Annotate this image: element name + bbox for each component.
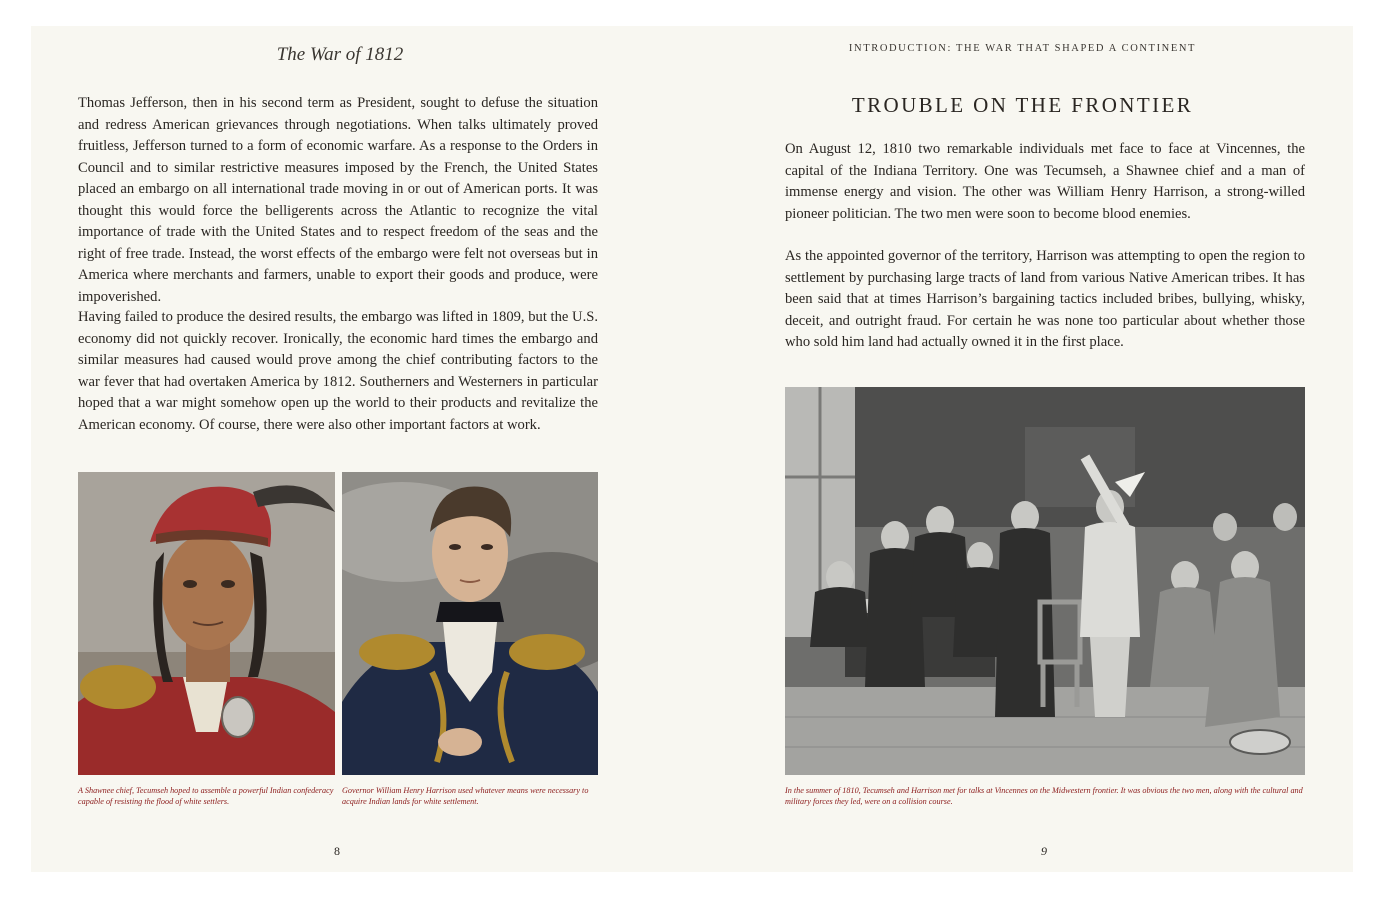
section-title: TROUBLE ON THE FRONTIER xyxy=(851,93,1194,117)
page-number-right: 9 xyxy=(1041,844,1047,858)
meeting-caption: In the summer of 1810, Tecumseh and Harrison met for talks at Vincennes on the Midwestern frontier. It was obvious the two men, along with the cultural and military forces they led, were on a collision course. xyxy=(785,786,1303,806)
left-paragraph-1: Thomas Jefferson, then in his second term as President, sought to defuse the situation and redress American grievances through negotiations. When talks ultimately proved fruitless, Jefferson turned to a form of economic warfare. As a response to the Orders in Council and to similar restrictive measures imposed by the French, the United States placed an embargo on all international trade moving in or out of American ports. It was thought this would force the belligerents across the Atlantic to recognize the vital importance of trade with the United States and to respect freedom of the seas and the right of free trade. Instead, the worst effects of the embargo were felt not overseas but in America where merchants and farmers, unable to export their goods and produce, were impoverished. xyxy=(78,95,598,305)
tecumseh-caption: A Shawnee chief, Tecumseh hoped to assemble a powerful Indian confederacy capable of resisting the flood of white settlers. xyxy=(78,786,334,806)
running-head-left: The War of 1812 xyxy=(276,44,404,65)
book-spread xyxy=(31,26,1353,872)
right-page xyxy=(692,26,1353,872)
harrison-portrait-image xyxy=(342,472,598,775)
right-paragraph-2: As the appointed governor of the territory, Harrison was attempting to open the region to settlement by purchasing large tracts of land from various Native American tribes. It has been said that at times Harrison’s bargaining tactics included bribes, bullying, whisky, deceit, and outright fraud. For certain he was none too particular about whether those who sold him land had actually owned it in the first place. xyxy=(785,248,1305,350)
tecumseh-portrait-image xyxy=(78,472,335,775)
page-number-left: 8 xyxy=(334,844,340,858)
left-page xyxy=(31,26,691,872)
running-head-right: INTRODUCTION: THE WAR THAT SHAPED A CONTINENT xyxy=(848,43,1197,54)
vincennes-meeting-engraving-image xyxy=(785,387,1305,775)
left-paragraph-2: Having failed to produce the desired results, the embargo was lifted in 1809, but the U.S. economy did not quickly recover. Ironically, the economic hard times the embargo and similar measures had caused would prove among the chief contributing factors to the war fever that had overtaken America by 1812. Southerners and Westerners in particular hoped that a war might somehow open up the world to their products and revitalize the American economy. Of course, there were also other important factors at work. xyxy=(78,309,598,433)
right-paragraph-1: On August 12, 1810 two remarkable individuals met face to face at Vincennes, the capital of the Indiana Territory. One was Tecumseh, a Shawnee chief and a man of immense energy and vision. The other was William Henry Harrison, a strong-willed pioneer politician. The two men were soon to become blood enemies. xyxy=(785,141,1305,222)
harrison-caption: Governor William Henry Harrison used whatever means were necessary to acquire Indian lands for white settlement. xyxy=(342,786,589,806)
